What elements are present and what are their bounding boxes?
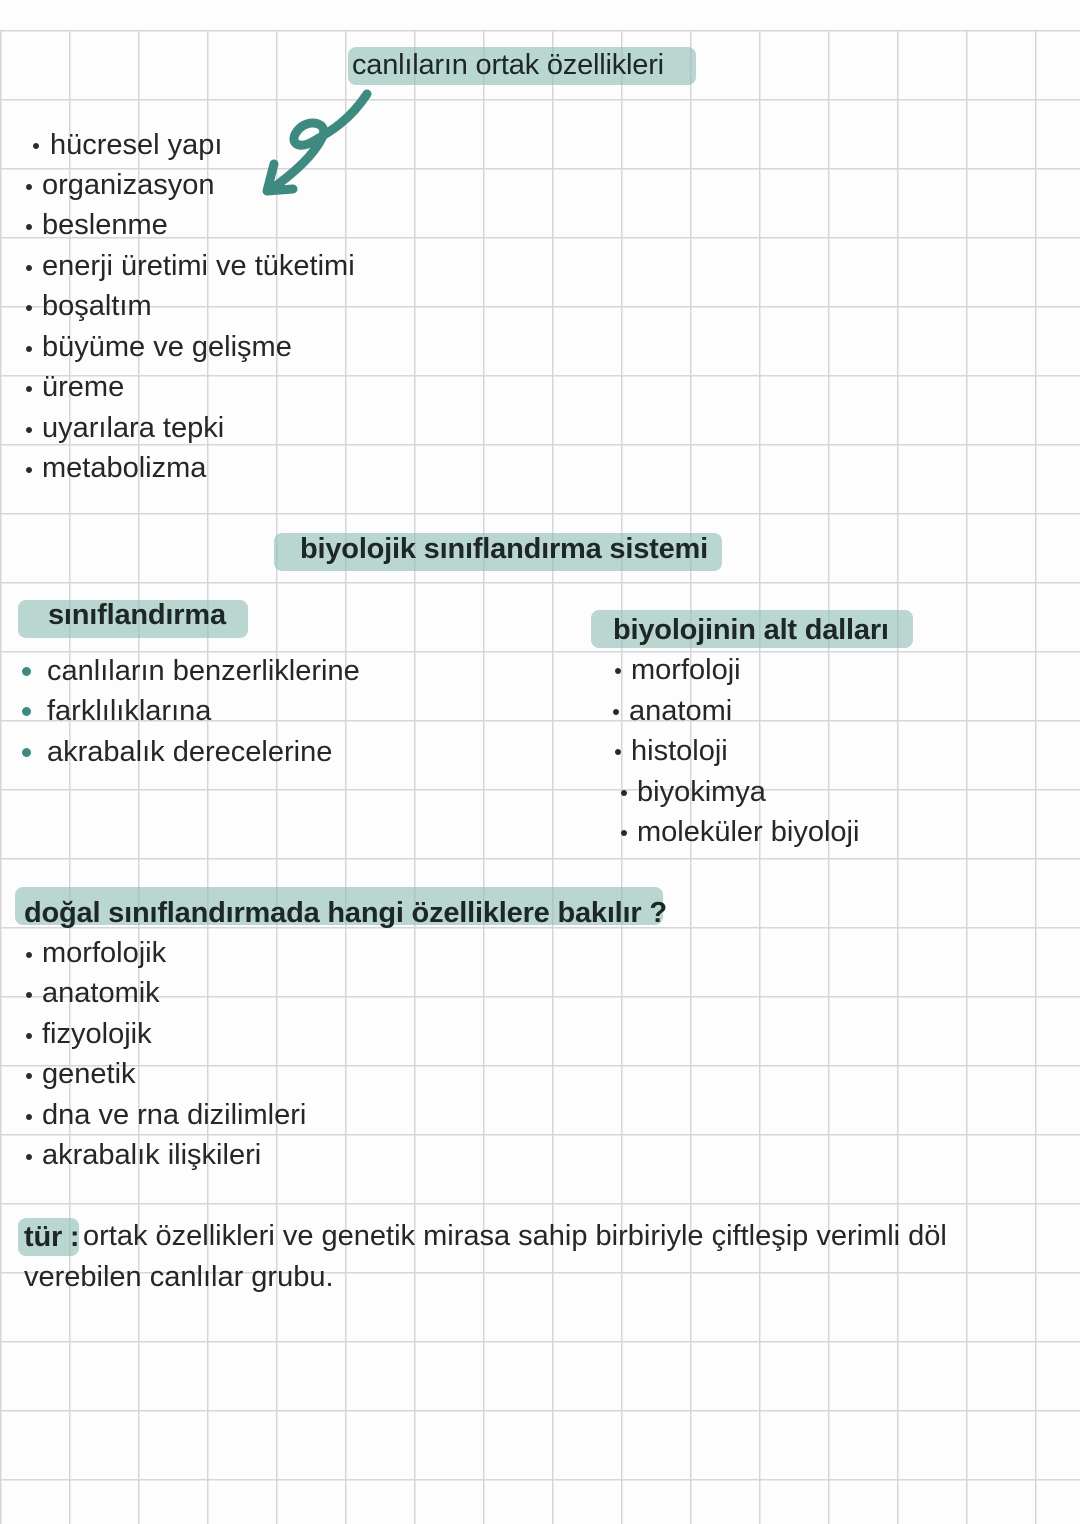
heading-natural-classification-text: doğal sınıflandırmada hangi özelliklere bakılır ? — [24, 897, 667, 929]
heading-classification-text: sınıflandırma — [48, 599, 226, 631]
list-item: boşaltım — [42, 290, 152, 322]
heading-common-traits-text: canlıların ortak özellikleri — [352, 49, 664, 81]
list-item: dna ve rna dizilimleri — [42, 1099, 307, 1131]
definition-line-2: verebilen canlılar grubu. — [24, 1261, 334, 1293]
list-item: histoloji — [631, 735, 728, 767]
list-item: metabolizma — [42, 452, 207, 484]
bullet-icon — [26, 1154, 32, 1160]
bullet-icon — [22, 667, 31, 676]
list-item: farklılıklarına — [47, 695, 212, 727]
bullet-icon — [26, 1033, 32, 1039]
list-item: uyarılara tepki — [42, 412, 225, 444]
bullet-icon — [26, 224, 32, 230]
list-item: fizyolojik — [42, 1018, 152, 1050]
bullet-icon — [621, 790, 627, 796]
list-item: büyüme ve gelişme — [42, 331, 292, 363]
list-item: beslenme — [42, 209, 168, 241]
bullet-icon — [26, 952, 32, 958]
list-item: morfolojik — [42, 937, 167, 969]
bullet-icon — [22, 707, 31, 716]
bullet-icon — [26, 427, 32, 433]
bullet-icon — [26, 386, 32, 392]
heading-classification — [18, 600, 248, 638]
bullet-icon — [26, 346, 32, 352]
list-item: akrabalık derecelerine — [47, 736, 333, 768]
bullet-icon — [613, 709, 619, 715]
list-item: enerji üretimi ve tüketimi — [42, 250, 355, 282]
list-item: morfoloji — [631, 654, 741, 686]
bullet-icon — [33, 143, 39, 149]
list-item: organizasyon — [42, 169, 215, 201]
heading-classification-system — [274, 533, 722, 571]
term-highlight — [18, 1218, 79, 1256]
term-text: tür : — [24, 1221, 80, 1253]
bullet-icon — [26, 1114, 32, 1120]
bullet-icon — [26, 265, 32, 271]
bullet-icon — [621, 830, 627, 836]
list-item: anatomik — [42, 977, 160, 1009]
bullet-icon — [615, 749, 621, 755]
heading-classification-system-text: biyolojik sınıflandırma sistemi — [300, 533, 708, 565]
bullet-icon — [26, 184, 32, 190]
list-item: canlıların benzerliklerine — [47, 655, 360, 687]
bullet-icon — [26, 1073, 32, 1079]
bullet-icon — [22, 748, 31, 757]
bullet-icon — [26, 467, 32, 473]
heading-branches-text: biyolojinin alt dalları — [613, 614, 889, 646]
list-item: hücresel yapı — [50, 129, 223, 161]
list-item: akrabalık ilişkileri — [42, 1139, 262, 1171]
list-item: anatomi — [629, 695, 733, 727]
bullet-icon — [615, 668, 621, 674]
heading-branches — [591, 610, 913, 648]
bullet-icon — [26, 992, 32, 998]
bullet-icon — [26, 305, 32, 311]
curly-arrow-icon — [250, 80, 380, 205]
list-item: genetik — [42, 1058, 136, 1090]
list-item: biyokimya — [637, 776, 766, 808]
list-item: üreme — [42, 371, 125, 403]
heading-common-traits — [348, 47, 696, 85]
list-item: moleküler biyoloji — [637, 816, 860, 848]
definition-line-1: ortak özellikleri ve genetik mirasa sahip birbiriyle çiftleşip verimli döl — [83, 1220, 947, 1252]
heading-natural-classification — [15, 887, 667, 929]
